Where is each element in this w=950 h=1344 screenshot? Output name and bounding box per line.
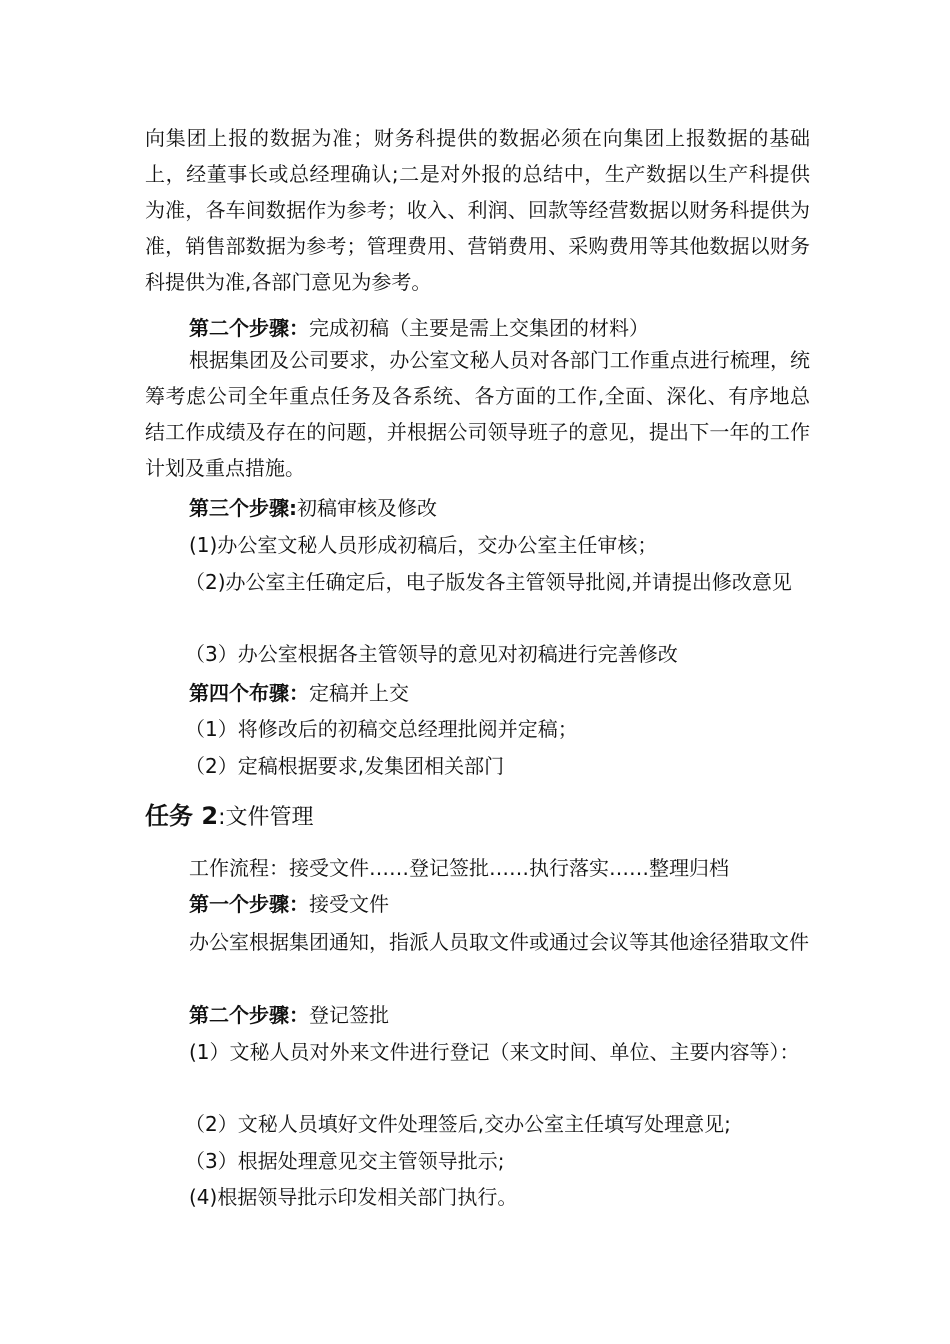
paragraph-data-sources: 向集团上报的数据为准；财务科提供的数据必须在向集团上报数据的基础上，经董事长或总经理确认;二是对外报的总结中，生产数据以生产科提供为准，各车间数据作为参考；收入、利润、回款等经营数据以财务科提供为准，销售部数据为参考；管理费用、营销费用、采购费用等其他数据以财务科提供为准,各部门意见为参考。 bbox=[145, 126, 810, 294]
step-3-item-3: （3）办公室根据各主管领导的意见对初稿进行完善修改 bbox=[185, 642, 678, 666]
paragraph-draft: 根据集团及公司要求，办公室文秘人员对各部门工作重点进行梳理，统筹考虑公司全年重点任务及各系统、各方面的工作,全面、深化、有序地总结工作成绩及存在的问题，并根据公司领导班子的意见，提出下一年的工作计划及重点措施。 bbox=[145, 348, 810, 480]
task-2-step-1-heading bbox=[145, 886, 810, 922]
step-3-label: 第三个步骤: bbox=[189, 496, 297, 520]
task-2-number: 任务 2 bbox=[145, 802, 219, 830]
task-2-step-1-text: 接受文件 bbox=[309, 892, 389, 916]
task-2-step-2-item-1: (1）文秘人员对外来文件进行登记（来文时间、单位、主要内容等）： bbox=[189, 1040, 800, 1064]
task-2-step-1-label: 第一个步骤： bbox=[189, 892, 309, 916]
step-4-item-2: （2）定稿根据要求,发集团相关部门 bbox=[185, 754, 505, 778]
step-4-item-1: （1）将修改后的初稿交总经理批阅并定稿； bbox=[185, 717, 578, 741]
step-4-text: 定稿并上交 bbox=[309, 681, 409, 705]
task-2-title: :文件管理 bbox=[218, 805, 314, 830]
task-2-step-2-label: 第二个步骤： bbox=[189, 1003, 309, 1027]
task-2-heading bbox=[145, 798, 810, 836]
step-4-label: 第四个布骤： bbox=[189, 681, 309, 705]
step-2-heading bbox=[145, 310, 810, 346]
task-2-step-2-heading bbox=[145, 997, 810, 1033]
step-2-label: 第二个步骤： bbox=[189, 316, 309, 340]
task-2-step-2-item-3: （3）根据处理意见交主管领导批示; bbox=[185, 1149, 505, 1173]
step-3-item-2: （2)办公室主任确定后，电子版发各主管领导批阅,并请提出修改意见 bbox=[185, 570, 792, 594]
task-2-step-2-item-4: (4)根据领导批示印发相关部门执行。 bbox=[189, 1185, 518, 1209]
step-3-text: 初稿审核及修改 bbox=[297, 496, 437, 520]
step-2-text: 完成初稿（主要是需上交集团的材料） bbox=[309, 316, 649, 340]
step-3-item-1: (1)办公室文秘人员形成初稿后，交办公室主任审核； bbox=[189, 533, 658, 557]
task-2-step-2-text: 登记签批 bbox=[309, 1003, 389, 1027]
task-2-step-2-item-2: （2）文秘人员填好文件处理签后,交办公室主任填写处理意见; bbox=[185, 1112, 731, 1136]
step-3-heading bbox=[145, 490, 810, 526]
workflow-line: 工作流程：接受文件……登记签批……执行落实……整理归档 bbox=[189, 856, 729, 880]
step-4-heading bbox=[145, 675, 810, 711]
task-2-paragraph-receive: 办公室根据集团通知，指派人员取文件或通过会议等其他途径猎取文件 bbox=[189, 930, 809, 954]
